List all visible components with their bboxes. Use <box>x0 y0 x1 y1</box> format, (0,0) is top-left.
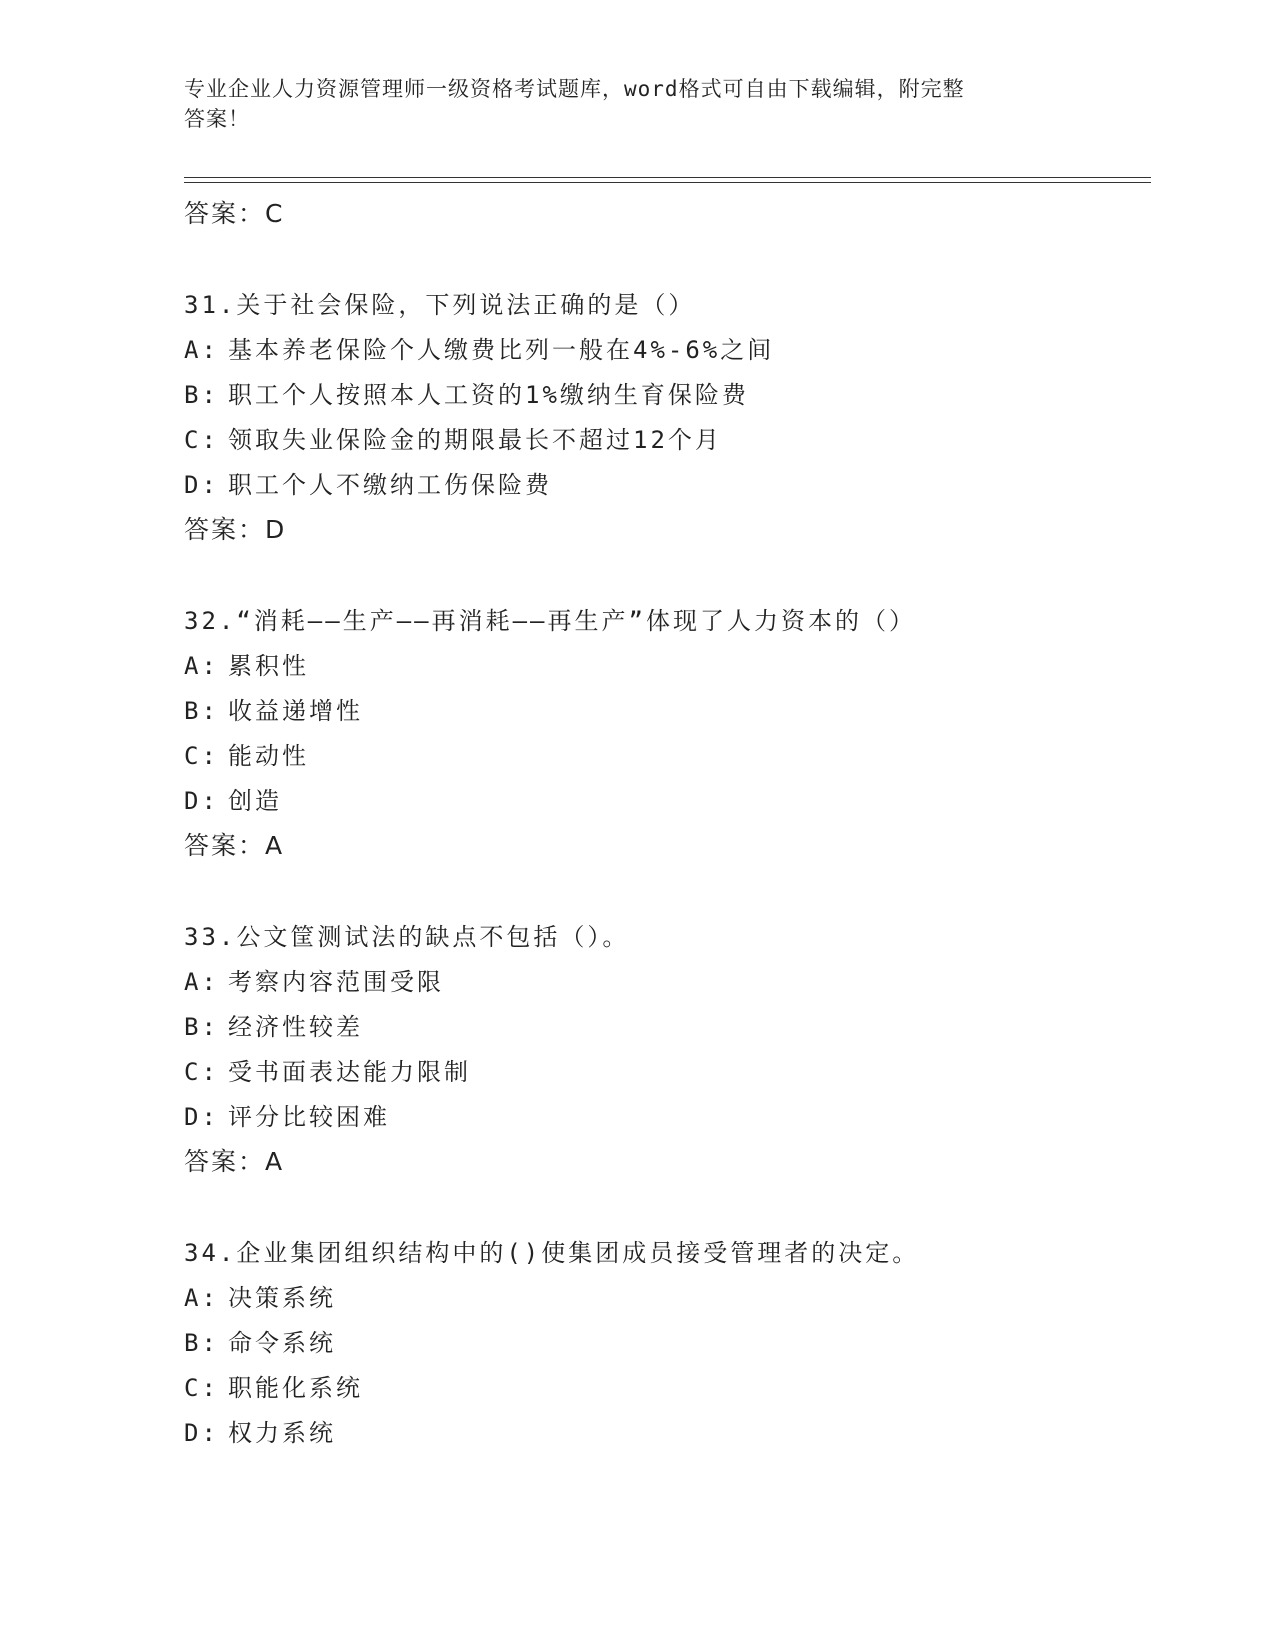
option-d <box>184 1411 1144 1456</box>
option-a <box>184 1276 1144 1321</box>
option-c <box>184 1366 1144 1411</box>
option-d <box>184 1095 1144 1140</box>
option-text: 命令系统 <box>228 1329 336 1357</box>
option-text: 创造 <box>228 787 282 815</box>
option-text: 基本养老保险个人缴费比列一般在4%-6%之间 <box>228 336 775 364</box>
option-text: 职能化系统 <box>228 1374 363 1402</box>
option-a <box>184 644 1144 689</box>
option-text: 领取失业保险金的期限最长不超过12个月 <box>228 426 722 454</box>
option-c <box>184 418 1144 463</box>
option-letter: C: <box>184 1374 219 1402</box>
option-a <box>184 328 1144 373</box>
header-line-1: 专业企业人力资源管理师一级资格考试题库，word格式可自由下载编辑，附完整 <box>184 77 965 101</box>
question-text: 33.公文筐测试法的缺点不包括（）。 <box>184 923 630 951</box>
question-block <box>184 915 1144 1184</box>
option-letter: B: <box>184 1013 219 1041</box>
question-list <box>184 192 1144 1456</box>
answer-line: 答案：D <box>184 515 287 544</box>
option-letter: D: <box>184 471 219 499</box>
option-letter: D: <box>184 1103 219 1131</box>
option-c <box>184 1050 1144 1095</box>
question-text: 32.“消耗——生产——再消耗——再生产”体现了人力资本的（） <box>184 607 916 635</box>
option-letter: C: <box>184 426 219 454</box>
option-text: 经济性较差 <box>228 1013 363 1041</box>
option-b <box>184 1321 1144 1366</box>
option-letter: A: <box>184 968 219 996</box>
header-divider-top <box>184 177 1151 178</box>
answer-line: 答案：C <box>184 199 285 228</box>
option-text: 决策系统 <box>228 1284 336 1312</box>
option-a <box>184 960 1144 1005</box>
option-letter: B: <box>184 381 219 409</box>
answer-line: 答案：A <box>184 1147 285 1176</box>
option-letter: D: <box>184 787 219 815</box>
option-letter: D: <box>184 1419 219 1447</box>
question-block <box>184 599 1144 868</box>
option-letter: C: <box>184 1058 219 1086</box>
option-text: 收益递增性 <box>228 697 363 725</box>
question-block <box>184 1231 1144 1456</box>
option-c <box>184 734 1144 779</box>
answer-line: 答案：A <box>184 831 285 860</box>
option-letter: A: <box>184 336 219 364</box>
option-text: 权力系统 <box>228 1419 336 1447</box>
option-text: 考察内容范围受限 <box>228 968 444 996</box>
question-text: 31.关于社会保险，下列说法正确的是（） <box>184 291 696 319</box>
option-letter: A: <box>184 652 219 680</box>
option-d <box>184 779 1144 824</box>
option-text: 累积性 <box>228 652 309 680</box>
document-header <box>184 74 1064 134</box>
option-letter: B: <box>184 1329 219 1357</box>
question-block <box>184 283 1144 552</box>
option-letter: B: <box>184 697 219 725</box>
option-letter: A: <box>184 1284 219 1312</box>
option-text: 职工个人不缴纳工伤保险费 <box>228 471 552 499</box>
option-letter: C: <box>184 742 219 770</box>
question-text: 34.企业集团组织结构中的()使集团成员接受管理者的决定。 <box>184 1239 920 1267</box>
option-d <box>184 463 1144 508</box>
option-b <box>184 689 1144 734</box>
option-text: 评分比较困难 <box>228 1103 390 1131</box>
option-text: 受书面表达能力限制 <box>228 1058 471 1086</box>
option-text: 职工个人按照本人工资的1%缴纳生育保险费 <box>228 381 749 409</box>
option-b <box>184 1005 1144 1050</box>
option-b <box>184 373 1144 418</box>
header-divider-bottom <box>184 182 1151 183</box>
header-line-2: 答案！ <box>184 107 250 131</box>
option-text: 能动性 <box>228 742 309 770</box>
